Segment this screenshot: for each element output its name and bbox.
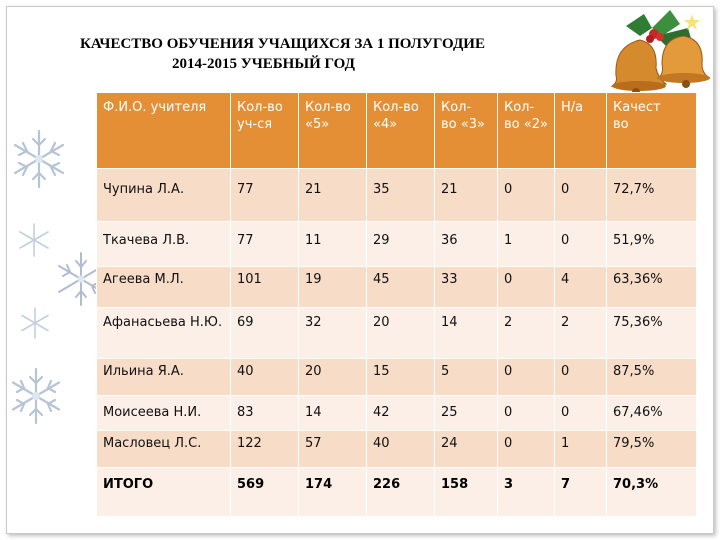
table-row <box>97 169 697 222</box>
table-row <box>97 396 697 431</box>
christmas-bells-icon <box>596 6 714 98</box>
col-header-teacher: Ф.И.О. учителя <box>97 93 231 169</box>
cell-grade-2: 1 <box>498 222 555 267</box>
cell-quality: 72,7% <box>607 169 697 222</box>
col-header-grade-3: Кол- во «3» <box>435 93 498 169</box>
table-total-row <box>97 468 697 517</box>
cell-grade-4: 29 <box>367 222 435 267</box>
cell-total-label: ИТОГО <box>97 468 231 517</box>
cell-grade-2: 0 <box>498 267 555 308</box>
cell-not-certified: 0 <box>555 169 607 222</box>
cell-total-quality: 70,3% <box>607 468 697 517</box>
cell-not-certified: 4 <box>555 267 607 308</box>
cell-total-grade-2: 3 <box>498 468 555 517</box>
cell-grade-4: 42 <box>367 396 435 431</box>
title-line-2: 2014-2015 УЧЕБНЫЙ ГОД <box>172 56 355 72</box>
table-row <box>97 222 697 267</box>
cell-students: 122 <box>231 431 299 468</box>
cell-not-certified: 0 <box>555 222 607 267</box>
col-header-quality: Качест во <box>607 93 697 169</box>
cell-grade-5: 11 <box>299 222 367 267</box>
table-row <box>97 359 697 396</box>
cell-total-grade-4: 226 <box>367 468 435 517</box>
cell-grade-5: 57 <box>299 431 367 468</box>
cell-grade-5: 19 <box>299 267 367 308</box>
cell-grade-3: 25 <box>435 396 498 431</box>
cell-students: 69 <box>231 308 299 359</box>
cell-total-not-certified: 7 <box>555 468 607 517</box>
cell-students: 83 <box>231 396 299 431</box>
cell-total-students: 569 <box>231 468 299 517</box>
col-header-grade-5: Кол-во «5» <box>299 93 367 169</box>
cell-quality: 79,5% <box>607 431 697 468</box>
snowflake-icon <box>18 306 52 340</box>
table-row <box>97 431 697 468</box>
cell-grade-4: 45 <box>367 267 435 308</box>
cell-grade-4: 20 <box>367 308 435 359</box>
bell-left <box>612 40 666 96</box>
cell-grade-3: 36 <box>435 222 498 267</box>
cell-grade-4: 40 <box>367 431 435 468</box>
cell-teacher: Ткачева Л.В. <box>97 222 231 267</box>
cell-grade-2: 0 <box>498 169 555 222</box>
col-header-not-certified: Н/а <box>555 93 607 169</box>
cell-teacher: Афанасьева Н.Ю. <box>97 308 231 359</box>
cell-teacher: Ильина Я.А. <box>97 359 231 396</box>
cell-grade-3: 21 <box>435 169 498 222</box>
cell-total-grade-3: 158 <box>435 468 498 517</box>
title-line-1: КАЧЕСТВО ОБУЧЕНИЯ УЧАЩИХСЯ ЗА 1 ПОЛУГОДИЕ <box>80 36 485 52</box>
grades-table <box>96 92 697 517</box>
snowflake-icon <box>16 222 52 258</box>
cell-not-certified: 0 <box>555 396 607 431</box>
cell-grade-5: 14 <box>299 396 367 431</box>
cell-students: 101 <box>231 267 299 308</box>
cell-students: 40 <box>231 359 299 396</box>
cell-not-certified: 2 <box>555 308 607 359</box>
cell-teacher: Моисеева Н.И. <box>97 396 231 431</box>
slide-title <box>80 34 600 74</box>
cell-grade-3: 33 <box>435 267 498 308</box>
cell-grade-2: 2 <box>498 308 555 359</box>
cell-grade-5: 21 <box>299 169 367 222</box>
cell-quality: 51,9% <box>607 222 697 267</box>
cell-grade-3: 5 <box>435 359 498 396</box>
cell-grade-4: 35 <box>367 169 435 222</box>
table-row <box>97 308 697 359</box>
cell-not-certified: 0 <box>555 359 607 396</box>
cell-grade-5: 32 <box>299 308 367 359</box>
cell-teacher: Масловец Л.С. <box>97 431 231 468</box>
cell-grade-3: 24 <box>435 431 498 468</box>
cell-quality: 67,46% <box>607 396 697 431</box>
cell-grade-4: 15 <box>367 359 435 396</box>
col-header-students: Кол-во уч-ся <box>231 93 299 169</box>
cell-total-grade-5: 174 <box>299 468 367 517</box>
cell-grade-2: 0 <box>498 431 555 468</box>
col-header-grade-4: Кол-во «4» <box>367 93 435 169</box>
cell-quality: 75,36% <box>607 308 697 359</box>
cell-not-certified: 1 <box>555 431 607 468</box>
col-header-grade-2: Кол- во «2» <box>498 93 555 169</box>
cell-students: 77 <box>231 169 299 222</box>
cell-quality: 63,36% <box>607 267 697 308</box>
cell-students: 77 <box>231 222 299 267</box>
snowflake-icon <box>6 366 66 426</box>
snowflake-icon <box>8 128 70 190</box>
cell-teacher: Агеева М.Л. <box>97 267 231 308</box>
cell-grade-2: 0 <box>498 396 555 431</box>
table-header-row <box>97 93 697 169</box>
cell-teacher: Чупина Л.А. <box>97 169 231 222</box>
cell-grade-3: 14 <box>435 308 498 359</box>
table-row <box>97 267 697 308</box>
cell-grade-5: 20 <box>299 359 367 396</box>
cell-grade-2: 0 <box>498 359 555 396</box>
cell-quality: 87,5% <box>607 359 697 396</box>
